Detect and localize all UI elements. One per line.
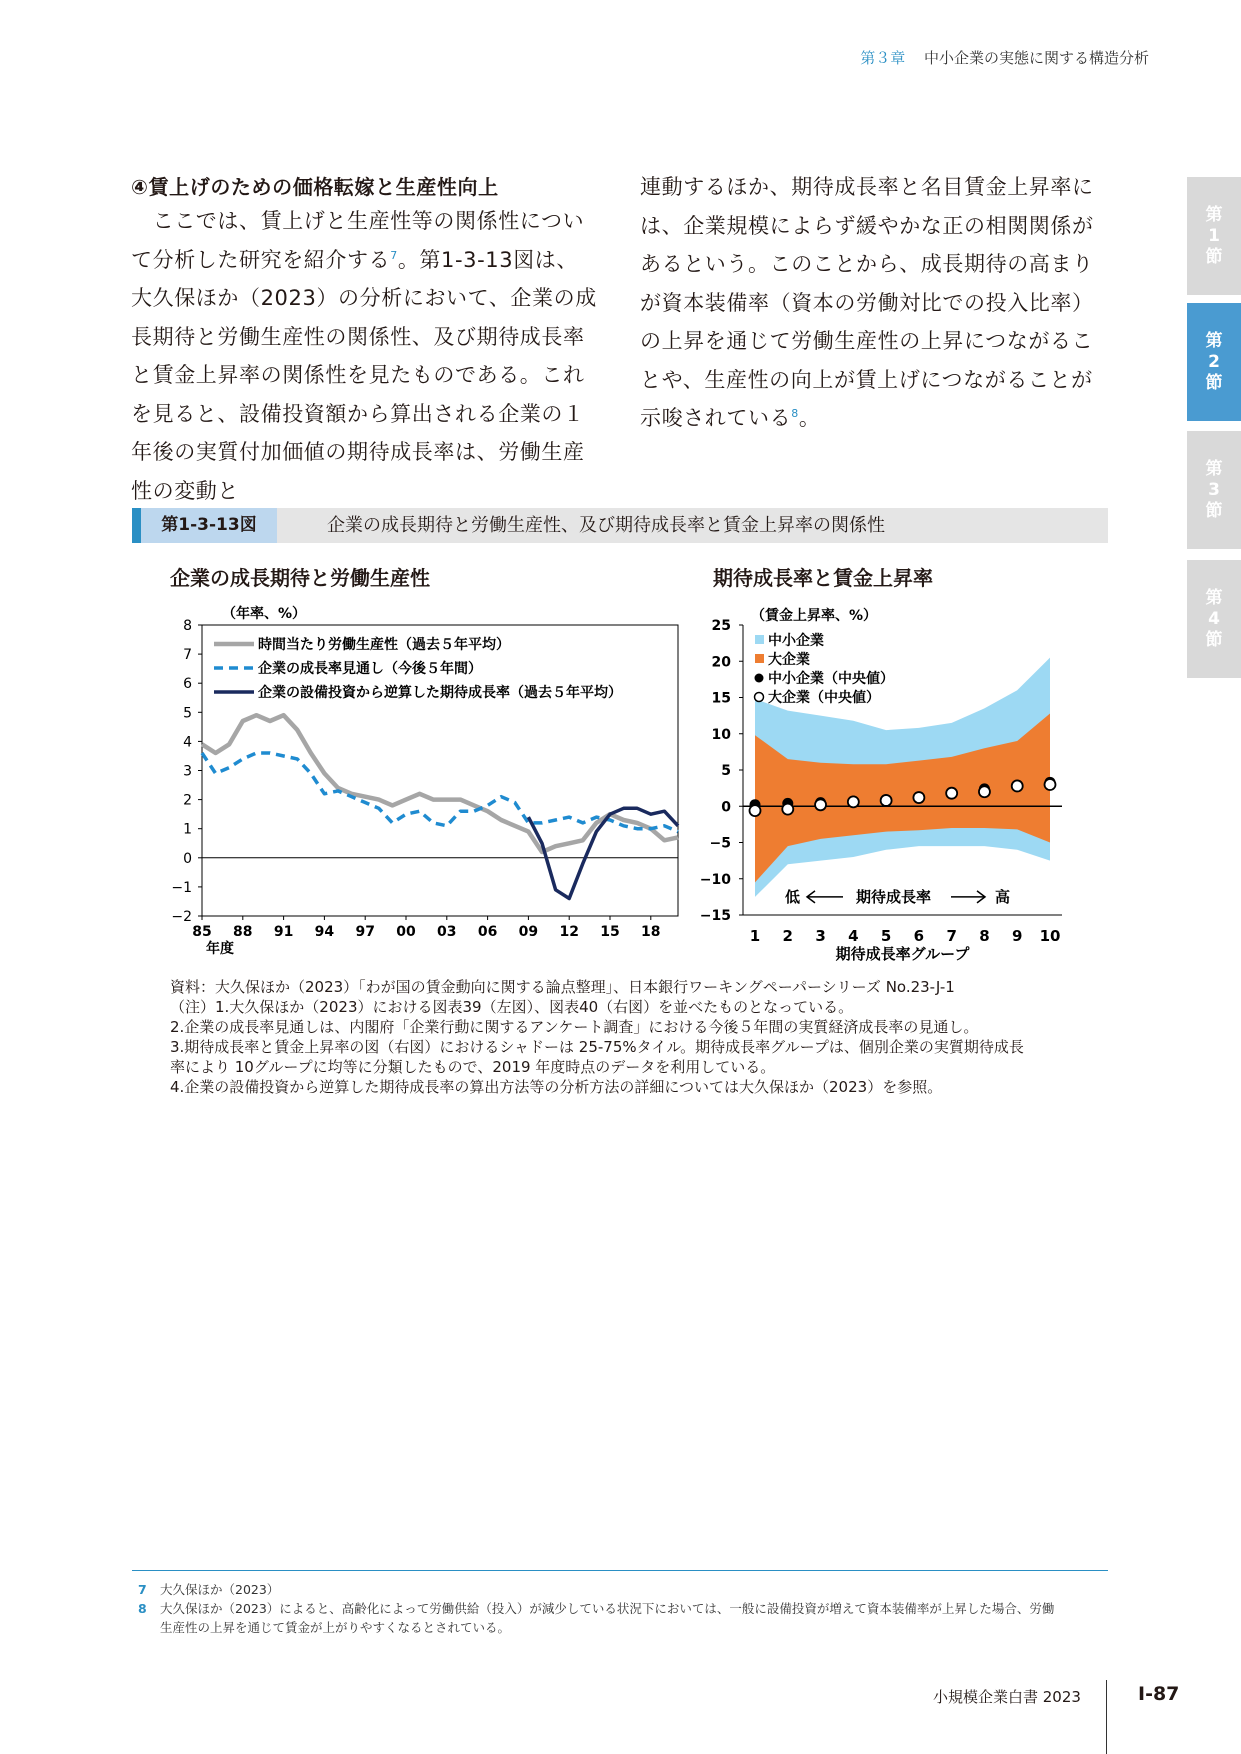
legend-label-1: 時間当たり労働生産性（過去５年平均）: [258, 637, 510, 653]
legend-swatch-3: [755, 674, 764, 683]
y-tick-label: −10: [699, 871, 731, 888]
footnote-8-cont: 生産性の上昇を通じて賃金が上がりやすくなるとされている。: [160, 1620, 511, 1635]
figure-title-bar: [132, 508, 1108, 543]
legend-label-4: 大企業（中央値）: [768, 690, 880, 706]
legend-label-3: 中小企業（中央値）: [768, 671, 894, 687]
y-tick-label: −5: [709, 835, 731, 852]
section-tab-4[interactable]: 第 4 節: [1187, 560, 1241, 678]
x-tick-label: 15: [600, 924, 620, 940]
x-tick-label: 9: [1012, 927, 1023, 945]
y-tick-label: 10: [711, 726, 731, 743]
wage-growth-band-chart: [695, 597, 1080, 972]
y-tick-label: 5: [721, 763, 731, 779]
x-tick-label: 91: [273, 924, 294, 940]
legend-label-2: 企業の成長率見通し（今後５年間）: [258, 661, 482, 677]
median-point-large: [1045, 779, 1056, 790]
body-paragraph-right: 連動するほか、期待成長率と名目賃金上昇率には、企業規模によらず緩やかな正の相関関係があるという。このことから、成長期待の高まりが資本装備率（資本の労働対比での投入比率）の上昇を通じて労働生産性の上昇につながることや、生産性の向上が賃上げにつながることが示唆されている$^8$。: [640, 175, 1094, 430]
x-tick-label: 85: [192, 924, 212, 940]
x-tick-label: 03: [437, 924, 457, 940]
y-tick-label: 0: [721, 799, 731, 816]
section-tab-1[interactable]: 第 1 節: [1187, 177, 1241, 295]
footnote-divider: [132, 1570, 1108, 1571]
median-point-large: [848, 796, 859, 807]
productivity-line-chart: [150, 597, 690, 967]
note-4: 4.企業の設備投資から逆算した期待成長率の算出方法等の分析方法の詳細については大久保ほか（2023）を参照。: [170, 1078, 943, 1096]
note-3-cont: 率により 10グループに均等に分類したもので、2019 年度時点のデータを利用している。: [170, 1058, 776, 1076]
annotation-mid: 期待成長率: [856, 887, 932, 906]
median-point-large: [881, 795, 892, 806]
median-point-large: [913, 792, 924, 803]
figure-number: 第1-3-13図: [132, 508, 277, 543]
footnote-ref-8[interactable]: 8: [791, 407, 799, 420]
x-tick-label: 09: [518, 924, 539, 940]
chapter-number: 第３章: [860, 49, 906, 67]
x-axis-label: 年度: [206, 941, 234, 957]
x-tick-label: 2: [782, 927, 793, 945]
legend-label-2: 大企業: [768, 652, 810, 668]
x-tick-label: 3: [815, 927, 826, 945]
section-heading: ④賃上げのための価格転嫁と生産性向上: [131, 175, 499, 199]
median-point-large: [979, 786, 990, 797]
footnotes: [138, 1580, 1113, 1637]
y-axis-label: （賃金上昇率、%）: [751, 608, 878, 624]
note-source: 資料：大久保ほか（2023）「わが国の賃金動向に関する論点整理」、日本銀行ワーキングペーパーシリーズ No.23-J-1: [170, 978, 955, 996]
footnote-7: 7 大久保ほか（2023）: [138, 1582, 280, 1597]
legend-swatch-2: [755, 654, 764, 663]
median-point-large: [782, 804, 793, 815]
x-tick-label: 6: [913, 927, 925, 945]
note-2: 2.企業の成長率見通しは、内閣府「企業行動に関するアンケート調査」における今後５年間の実質経済成長率の見通し。: [170, 1018, 979, 1036]
legend-swatch-4: [755, 693, 764, 702]
median-point-large: [1012, 780, 1023, 791]
y-tick-label: −1: [171, 879, 192, 896]
x-tick-label: 1: [749, 927, 761, 945]
annotation-low: 低: [785, 887, 801, 906]
x-tick-label: 4: [848, 927, 859, 945]
footer-divider: [1106, 1680, 1107, 1754]
note-1: （注）1.大久保ほか（2023）における図表39（左図）、図表40（右図）を並べたものとなっている。: [170, 998, 854, 1016]
y-tick-label: 8: [183, 618, 192, 634]
page-number: Ⅰ-87: [1138, 1683, 1180, 1705]
x-tick-label: 5: [880, 927, 892, 945]
footnote-8: 8 大久保ほか（2023）によると、高齢化によって労働供給（投入）が減少している状況下においては、一般に設備投資が増えて資本装備率が上昇した場合、労働: [138, 1601, 1055, 1616]
y-tick-label: 4: [183, 734, 192, 751]
legend-swatch-1: [755, 635, 764, 644]
x-axis-label: 期待成長率グループ: [835, 945, 970, 963]
y-tick-label: −15: [699, 908, 731, 924]
x-tick-label: 94: [314, 924, 335, 940]
median-point-large: [750, 805, 761, 816]
chapter-title: 中小企業の実態に関する構造分析: [923, 49, 1149, 67]
x-tick-label: 88: [233, 924, 253, 940]
y-tick-label: 6: [183, 676, 192, 693]
x-tick-label: 7: [946, 927, 957, 945]
section-tab-3[interactable]: 第 3 節: [1187, 431, 1241, 549]
x-tick-label: 10: [1039, 927, 1061, 945]
legend-label-3: 企業の設備投資から逆算した期待成長率（過去５年平均）: [258, 685, 622, 701]
footnote-ref-7[interactable]: 7: [390, 248, 398, 262]
figure-title: 企業の成長期待と労働生産性、及び期待成長率と賃金上昇率の関係性: [327, 515, 885, 536]
figure-notes: [170, 977, 1090, 1097]
x-tick-label: 12: [559, 924, 579, 940]
note-3: 3.期待成長率と賃金上昇率の図（右図）におけるシャドーは 25-75%タイル。期待成長率グループは、個別企業の実質期待成長: [170, 1038, 1024, 1056]
median-point-large: [946, 788, 957, 799]
y-tick-label: 25: [711, 618, 731, 634]
annotation-high: 高: [995, 887, 1011, 906]
y-tick-label: 3: [183, 763, 192, 780]
y-tick-label: 0: [183, 850, 192, 867]
y-tick-label: 2: [183, 792, 192, 809]
legend-label-1: 中小企業: [768, 633, 824, 649]
footer-publication: 小規模企業白書 2023: [933, 1688, 1081, 1706]
y-tick-label: 7: [183, 647, 192, 664]
y-tick-label: 1: [183, 821, 192, 838]
body-paragraph-left: ここでは、賃上げと生産性等の関係性について分析した研究を紹介する$^7$。第1-3-13図は、大久保ほか（2023）の分析において、企業の成長期待と労働生産性の関係性、及び期待成長率と賃金上昇率の関係性を見たものである。これを見ると、設備投資額から算出される企業の１年後の実質付加価値の期待成長率は、労働生産性の変動と: [131, 209, 597, 503]
y-tick-label: 5: [183, 705, 192, 722]
median-point-large: [815, 799, 826, 810]
body-right-column: [640, 168, 1106, 438]
x-tick-label: 8: [979, 927, 990, 945]
y-axis-label: （年率、%）: [222, 606, 307, 622]
x-tick-label: 97: [355, 924, 375, 940]
running-header: [860, 47, 1149, 68]
x-tick-label: 00: [396, 924, 416, 940]
x-tick-label: 18: [641, 924, 661, 940]
body-left-column: [131, 172, 597, 510]
y-tick-label: 20: [711, 654, 731, 671]
y-tick-label: 15: [711, 690, 731, 707]
left-chart-title: 企業の成長期待と労働生産性: [170, 566, 430, 590]
x-tick-label: 06: [477, 924, 498, 940]
right-chart-title: 期待成長率と賃金上昇率: [713, 566, 933, 590]
section-tab-2[interactable]: 第 2 節: [1187, 303, 1241, 421]
y-tick-label: −2: [171, 909, 192, 925]
